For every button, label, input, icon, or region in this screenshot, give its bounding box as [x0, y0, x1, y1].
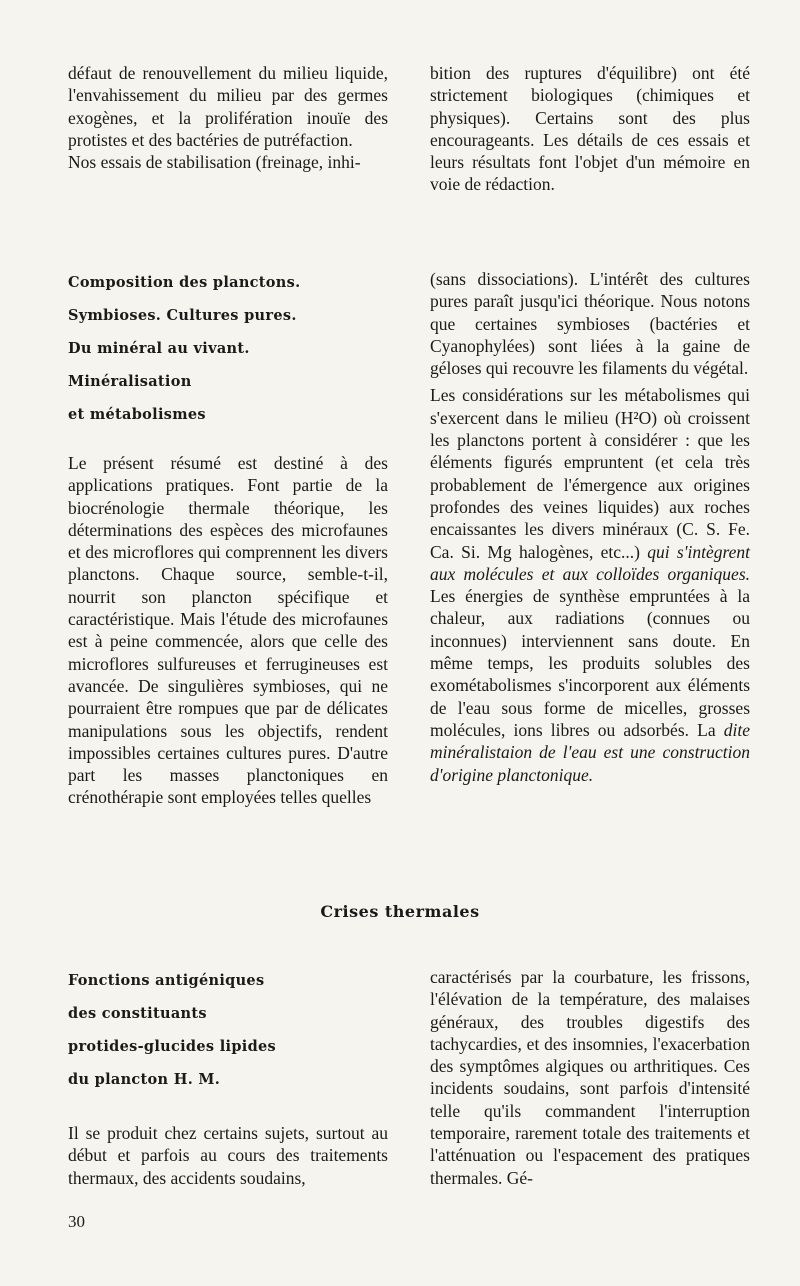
- heading-line: des constituants: [68, 1005, 207, 1022]
- text-run: Les énergies de synthèse empruntées à la chaleur, aux radiations (connues ou inconnues) interviennent sans doute. En même temps, les produits solubles des exométabolismes s'incorporent aux éléments de l'eau sous forme de micelles, grosses molécules, ions libres ou adsorbés. La: [430, 586, 750, 740]
- paragraph: [430, 384, 750, 785]
- heading-line: Minéralisation: [68, 373, 192, 390]
- section-title: Crises thermales: [320, 902, 480, 921]
- section2-left-column: [68, 1122, 388, 1189]
- heading-line: du plancton H. M.: [68, 1071, 221, 1088]
- continued-paragraph: défaut de renouvellement du milieu liquide, l'envahissement du milieu par des germes exogènes, et la prolifération inouïe des protistes et des bactéries de putréfaction.: [68, 63, 388, 150]
- heading-line: et métabolismes: [68, 406, 206, 423]
- paragraph: Le présent résumé est destiné à des applications pratiques. Font partie de la biocrénologie thermale théorique, les déterminations des espèces des microfaunes et des microflores qui comprennent les divers planctons. Chaque source, semble-t-il, nourrit son plancton spécifique et caractéristique. Mais l'étude des microfaunes est à peine commencée, alors que celle des microflores sulfureuses et ferrugineuses est avancée. De singulières symbioses, qui ne pourraient être rompues que par de délicates manipulations sous les objectifs, rendent impossibles certaines cultures pures. D'autre part les masses planctoniques en crénothérapie sont employées telles quelles: [68, 453, 388, 808]
- heading-line: protides-glucides lipides: [68, 1038, 276, 1055]
- paragraph: (sans dissociations). L'intérêt des cultures pures paraît jusqu'ici théorique. Nous notons que certaines symbioses (bactéries et Cyanophylées) sont liées à la gaine de géloses qui recouvre les filaments du végétal.: [430, 269, 750, 379]
- heading-line: Fonctions antigéniques: [68, 972, 265, 989]
- top-right-column: [430, 62, 750, 196]
- section-heading-composition: [68, 266, 388, 431]
- heading-line: Du minéral au vivant.: [68, 340, 250, 357]
- italic-text: dite minéralistaion de l'eau est une construction d'origine planctonique.: [430, 719, 750, 785]
- section1-left-column: [68, 452, 388, 809]
- page-number: 30: [68, 1212, 85, 1231]
- top-left-column: [68, 62, 388, 173]
- continued-paragraph: bition des ruptures d'équilibre) ont été strictement biologiques (chimiques et physiques). Certains sont des plus encourageants. Les détails de ces essais et leurs résultats font l'objet d'un mémoire en voie de rédaction.: [430, 63, 750, 195]
- paragraph: caractérisés par la courbature, les frissons, l'élévation de la température, des malaises généraux, des troubles digestifs des tachycardies, et des insomnies, l'exacerbation des symptômes algiques ou arthritiques. Ces incidents soudains, sont parfois d'intensité telle qu'ils commandent l'interruption temporaire, rarement totale des traitements et l'atténuation ou l'espacement des pratiques thermales. Gé-: [430, 967, 750, 1188]
- paragraph: Il se produit chez certains sujets, surtout au début et parfois au cours des traitements thermaux, des accidents soudains,: [68, 1123, 388, 1188]
- section-heading-antigeniques: [68, 964, 388, 1096]
- section2-right-column: [430, 966, 750, 1189]
- heading-line: Composition des planctons.: [68, 274, 301, 291]
- heading-line: Symbioses. Cultures pures.: [68, 307, 297, 324]
- italic-text: qui s'intègrent aux molécules et aux colloïdes organiques.: [430, 541, 751, 584]
- text-run: Les considérations sur les métabolismes qui s'exercent dans le milieu (H²O) où croissent les planctons portent à considérer : que les éléments figurés empruntent (et cela très probablement de l'émergence aux origines profondes des veines liquides) aux roches encaissantes les divers minéraux (C. S. Fe. Ca. Si. Mg halogènes, etc...): [430, 385, 750, 562]
- paragraph: Nos essais de stabilisation (freinage, inhi-: [68, 152, 361, 173]
- section1-right-column: [430, 268, 750, 786]
